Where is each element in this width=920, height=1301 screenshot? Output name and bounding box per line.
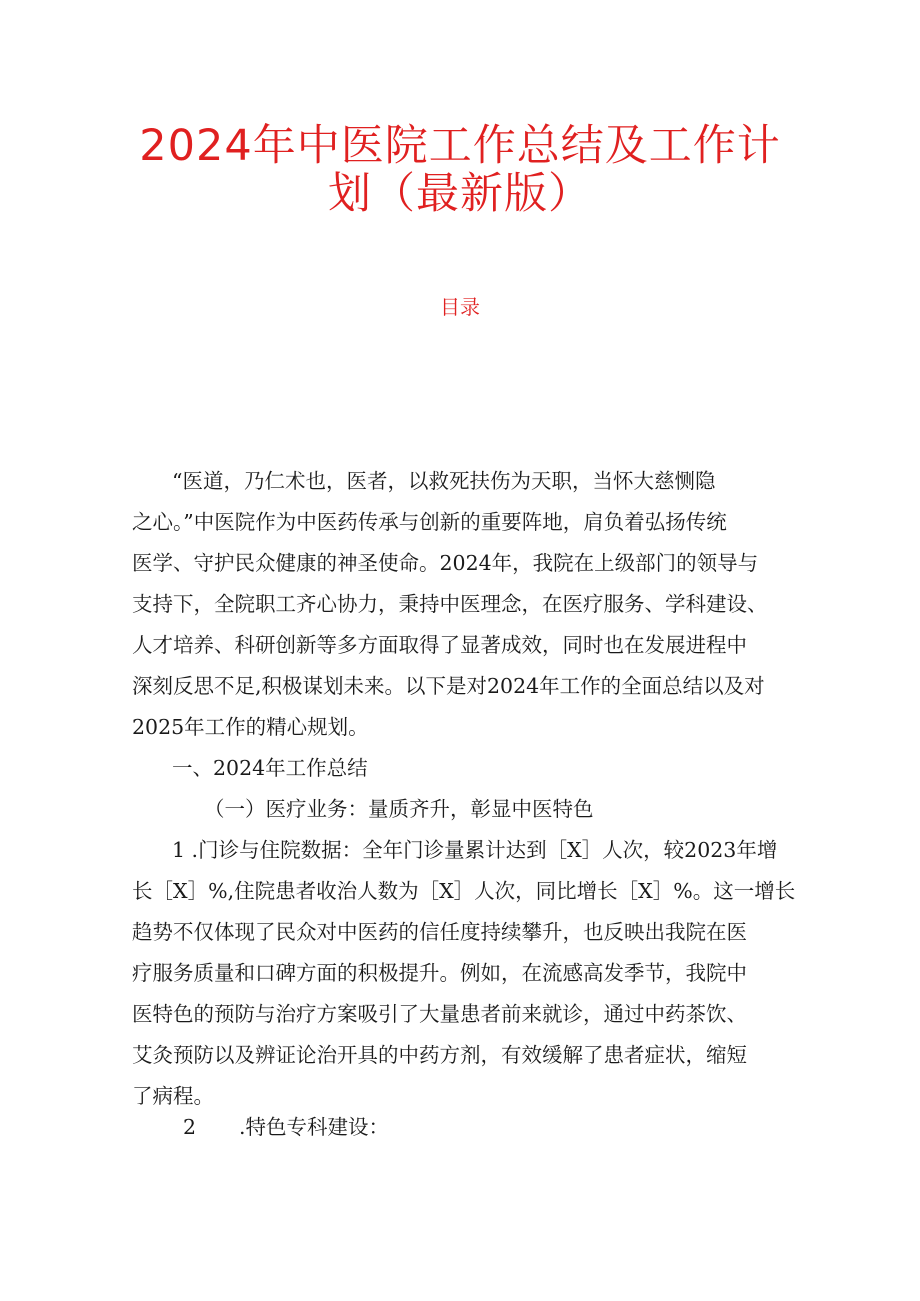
paragraph-line: 长［X］%,住院患者收治人数为［X］人次，同比增长［X］%。这一增长 (132, 879, 796, 903)
subsection-heading (132, 789, 792, 830)
paragraph-line: 疗服务质量和口碑方面的积极提升。例如，在流感高发季节，我院中 (132, 961, 747, 985)
item-2-heading (183, 1107, 389, 1148)
document-title-line-2: 划（最新版） (328, 169, 592, 219)
subsection-1-heading: （一）医疗业务：量质齐升，彰显中医特色 (204, 797, 594, 821)
paragraph-line: 人才培养、科研创新等多方面取得了显著成效，同时也在发展进程中 (132, 633, 747, 657)
paragraph-line: 深刻反思不足,积极谋划未来。以下是对2024年工作的全面总结以及对 (132, 674, 765, 698)
item-1-paragraph (132, 830, 796, 1117)
paragraph-line: 1 .门诊与住院数据：全年门诊量累计达到［X］人次，较2023年增 (172, 838, 778, 862)
document-title-line-1: 2024年中医院工作总结及工作计 (139, 121, 781, 171)
paragraph-line: 之心。”中医院作为中医药传承与创新的重要阵地，肩负着弘扬传统 (132, 510, 727, 534)
paragraph-line: 趋势不仅体现了民众对中医药的信任度持续攀升，也反映出我院在医 (132, 920, 747, 944)
paragraph-line: 医特色的预防与治疗方案吸引了大量患者前来就诊，通过中药茶饮、 (132, 1002, 747, 1026)
paragraph-line: 2025年工作的精心规划。 (132, 715, 369, 739)
paragraph-line: 支持下，全院职工齐心协力，秉持中医理念，在医疗服务、学科建设、 (132, 592, 768, 616)
paragraph-line: 了病程。 (132, 1084, 214, 1108)
item-2-number: 2 (183, 1115, 197, 1139)
item-2-text: .特色专科建设： (239, 1115, 390, 1139)
paragraph-line: 艾灸预防以及辨证论治开具的中药方剂，有效缓解了患者症状，缩短 (132, 1043, 747, 1067)
section-1-heading: 一、2024年工作总结 (172, 756, 368, 780)
table-of-contents-label: 目录 (440, 295, 480, 319)
section-heading (132, 748, 792, 789)
paragraph-line: “医道，乃仁术也，医者，以救死扶伤为天职，当怀大慈恻隐 (172, 469, 716, 493)
paragraph-line: 医学、守护民众健康的神圣使命。2024年，我院在上级部门的领导与 (132, 551, 759, 575)
intro-paragraph (132, 461, 792, 748)
